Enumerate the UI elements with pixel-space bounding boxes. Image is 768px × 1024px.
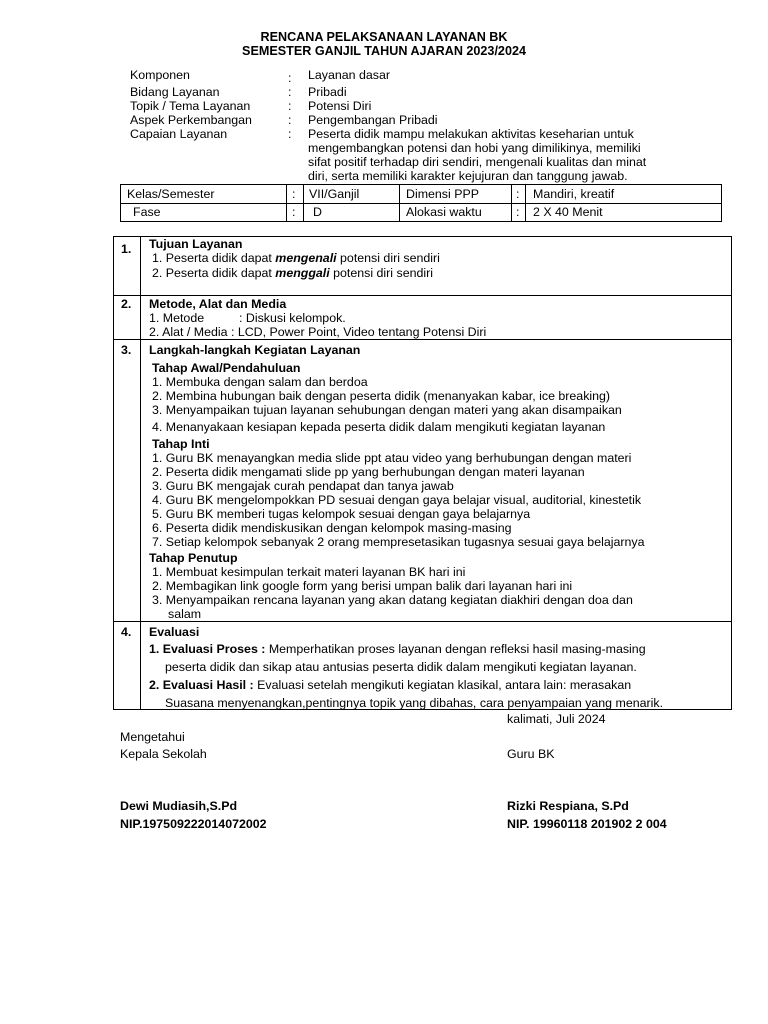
list-item: 7. Setiap kelompok sebanyak 2 orang mempresetasikan tugasnya sesuai gaya belajarnya <box>152 535 645 549</box>
table-divider <box>399 185 400 221</box>
list-item: 6. Peserta didik mendiskusikan dengan kelompok masing-masing <box>152 521 512 535</box>
info-colon: : <box>288 85 292 99</box>
document-title-line2: SEMESTER GANJIL TAHUN AJARAN 2023/2024 <box>242 44 526 58</box>
list-item <box>152 251 440 265</box>
info-value: Layanan dasar <box>308 68 390 82</box>
table-divider <box>286 185 287 221</box>
item-text: potensi diri sendiri <box>329 266 433 280</box>
info-label: Bidang Layanan <box>130 85 220 99</box>
evaluasi-hasil-text: Evaluasi setelah mengikuti kegiatan klasikal, antara lain: merasakan <box>253 678 632 692</box>
info-aspek <box>130 113 730 128</box>
capaian-line: mengembangkan potensi dan hobi yang dimilikinya, memiliki <box>308 141 641 155</box>
cell-colon: : <box>516 205 520 219</box>
info-colon: : <box>288 99 292 113</box>
section-title-evaluasi: Evaluasi <box>149 625 200 639</box>
mengetahui-label: Mengetahui <box>120 730 185 744</box>
capaian-line: Peserta didik mampu melakukan aktivitas keseharian untuk <box>308 127 634 141</box>
alat-media-line: 2. Alat / Media : LCD, Power Point, Video tentang Potensi Diri <box>149 325 487 339</box>
list-item: 1. Membuka dengan salam dan berdoa <box>152 375 368 389</box>
list-item: 2. Membina hubungan baik dengan peserta didik (menanyakan kabar, ice breaking) <box>152 389 611 403</box>
kepala-sekolah-role: Kepala Sekolah <box>120 747 207 761</box>
dimensi-label: Dimensi PPP <box>406 187 479 201</box>
item-emphasis: menggali <box>275 266 330 280</box>
evaluasi-hasil-label: 2. Evaluasi Hasil : <box>149 678 254 692</box>
table-divider <box>114 621 731 622</box>
list-item: 3. Guru BK mengajak curah pendapat dan tanya jawab <box>152 479 454 493</box>
fase-value: D <box>313 205 322 219</box>
kelas-label: Kelas/Semester <box>127 187 215 201</box>
info-colon: : <box>288 127 292 141</box>
evaluasi-proses-label: 1. Evaluasi Proses : <box>149 642 266 656</box>
cell-colon: : <box>292 187 296 201</box>
tahap-penutup-title: Tahap Penutup <box>149 551 238 565</box>
item-text: potensi diri sendiri <box>336 251 440 265</box>
row-number: 4. <box>121 625 132 639</box>
evaluasi-proses <box>149 642 646 656</box>
document-title-line1: RENCANA PELAKSANAAN LAYANAN BK <box>260 30 508 44</box>
info-komponen <box>130 68 730 83</box>
section-title-langkah: Langkah-langkah Kegiatan Layanan <box>149 343 361 357</box>
activity-plan-table <box>113 236 732 710</box>
kepala-sekolah-name: Dewi Mudiasih,S.Pd <box>120 799 238 813</box>
kepala-sekolah-nip: NIP.197509222014072002 <box>120 817 267 831</box>
guru-bk-role: Guru BK <box>507 747 555 761</box>
alokasi-value: 2 X 40 Menit <box>533 205 603 219</box>
evaluasi-proses-line2: peserta didik dan sikap atau antusias peserta didik dalam mengikuti kegiatan layanan. <box>165 660 637 674</box>
table-divider <box>114 295 731 296</box>
info-label: Aspek Perkembangan <box>130 113 252 127</box>
info-colon: : <box>288 71 292 85</box>
evaluasi-hasil <box>149 678 631 692</box>
table-divider <box>525 185 526 221</box>
class-info-table <box>120 184 722 222</box>
row-number: 3. <box>121 343 132 357</box>
info-colon: : <box>288 113 292 127</box>
list-item: 3. Menyampaikan rencana layanan yang akan datang kegiatan diakhiri dengan doa dan <box>152 593 633 607</box>
info-topik <box>130 99 730 114</box>
item-text: 2. Peserta didik dapat <box>152 266 276 280</box>
info-value: Potensi Diri <box>308 99 372 113</box>
list-item: 5. Guru BK memberi tugas kelompok sesuai dengan gaya belajarnya <box>152 507 531 521</box>
capaian-line: sifat positif terhadap diri sendiri, mengenali kualitas dan minat <box>308 155 647 169</box>
info-label: Topik / Tema Layanan <box>130 99 251 113</box>
row-number: 2. <box>121 297 132 311</box>
cell-colon: : <box>292 205 296 219</box>
list-item <box>152 266 433 280</box>
evaluasi-hasil-line2: Suasana menyenangkan,pentingnya topik yang dibahas, cara penyampaian yang menarik. <box>165 696 664 710</box>
info-label: Komponen <box>130 68 190 82</box>
table-divider <box>140 237 141 709</box>
list-item-continued: salam <box>168 607 202 621</box>
guru-bk-nip: NIP. 19960118 201902 2 004 <box>507 817 667 831</box>
info-value: Pengembangan Pribadi <box>308 113 438 127</box>
evaluasi-proses-text: Memperhatikan proses layanan dengan refleksi hasil masing-masing <box>265 642 646 656</box>
list-item: 4. Guru BK mengelompokkan PD sesuai dengan gaya belajar visual, auditorial, kinestetik <box>152 493 642 507</box>
item-emphasis: mengenali <box>275 251 337 265</box>
list-item: 4. Menanyakaan kesiapan kepada peserta didik dalam mengikuti kegiatan layanan <box>152 420 606 434</box>
list-item: 1. Guru BK menayangkan media slide ppt atau video yang berhubungan dengan materi <box>152 451 632 465</box>
table-divider <box>303 185 304 221</box>
table-divider <box>511 185 512 221</box>
metode-value: : Diskusi kelompok. <box>239 311 346 325</box>
info-label: Capaian Layanan <box>130 127 228 141</box>
table-divider <box>114 339 731 340</box>
cell-colon: : <box>516 187 520 201</box>
tahap-inti-title: Tahap Inti <box>152 437 210 451</box>
dimensi-value: Mandiri, kreatif <box>533 187 615 201</box>
place-date: kalimati, Juli 2024 <box>507 712 606 726</box>
capaian-text <box>308 127 728 183</box>
item-text: 1. Peserta didik dapat <box>152 251 276 265</box>
guru-bk-name: Rizki Respiana, S.Pd <box>507 799 629 813</box>
info-bidang <box>130 85 730 100</box>
section-title-tujuan: Tujuan Layanan <box>149 237 243 251</box>
alokasi-label: Alokasi waktu <box>406 205 482 219</box>
kelas-value: VII/Ganjil <box>309 187 360 201</box>
capaian-line: diri, serta memiliki karakter kejujuran dan tanggung jawab. <box>308 169 628 183</box>
metode-label: 1. Metode <box>149 311 205 325</box>
info-value: Pribadi <box>308 85 347 99</box>
list-item: 3. Menyampaikan tujuan layanan sehubungan dengan materi yang akan disampaikan <box>152 403 622 417</box>
list-item: 1. Membuat kesimpulan terkait materi layanan BK hari ini <box>152 565 466 579</box>
list-item: 2. Peserta didik mengamati slide pp yang berhubungan dengan materi layanan <box>152 465 585 479</box>
list-item: 2. Membagikan link google form yang berisi umpan balik dari layanan hari ini <box>152 579 573 593</box>
tahap-awal-title: Tahap Awal/Pendahuluan <box>152 361 301 375</box>
row-number: 1. <box>121 242 132 256</box>
fase-label: Fase <box>133 205 161 219</box>
section-title-metode: Metode, Alat dan Media <box>149 297 287 311</box>
